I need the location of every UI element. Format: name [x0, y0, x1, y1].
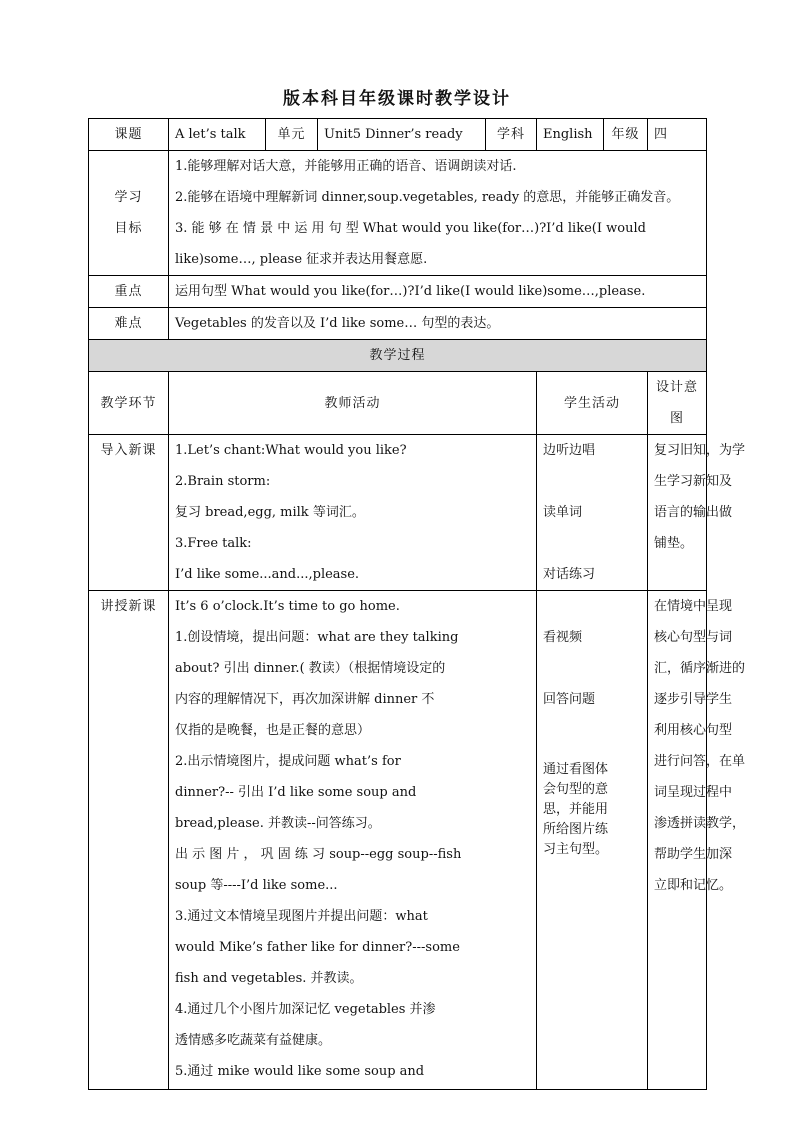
subject-label: 学科 — [486, 119, 537, 151]
objectives-label: 学习 目标 — [89, 151, 169, 276]
col-student-header: 学生活动 — [537, 372, 648, 435]
objectives-content — [169, 151, 707, 276]
teacher-activity-cell: It’s 6 o’clock.It’s time to go home. 1.创设情境，提出问题：what are they talking about? 引出 dinner.( 教读）（根据情境设定的 内容的理解情况下，再次加深讲解 dinner 不 仅指的是晚餐，也是正餐的意思） 2.出示情境图片，提成问题 what’s for dinner?-- 引出 I’d like some soup and bread,please. 并教读--问答练习。 出 示 图 片 ， 巩 固 练 习 soup--egg soup--fish soup 等----I’d like some... 3.通过文本情境呈现图片并提出问题：what would Mike’s father like for dinner?---some fish and vegetables. 并教读。 4.通过几个小图片加深记忆 vegetables 并渗 透情感多吃蔬菜有益健康。 5.通过 mike would like some soup and — [169, 591, 537, 1090]
teacher-activity-cell: 1.Let’s chant:What would you like? 2.Brain storm: 复习 bread,egg, milk 等词汇。 3.Free talk: I’d like some...and...,please. — [169, 435, 537, 591]
subject-value: English — [537, 119, 604, 151]
col-intent-header: 设计意图 — [648, 372, 707, 435]
header-row — [89, 119, 707, 151]
difficulty-label: 难点 — [89, 308, 169, 340]
objective-line: 2.能够在语境中理解新词 dinner,soup.vegetables, ready 的意思，并能够正确发音。 — [175, 190, 680, 205]
difficulty-value: Vegetables 的发音以及 I’d like some… 句型的表达。 — [169, 308, 707, 340]
design-intent-cell: 复习旧知，为学 生学习新知及 语言的输出做 铺垫。 — [648, 435, 707, 591]
student-activity-cell: 边听边唱 读单词 对话练习 — [537, 435, 648, 591]
key-point-row — [89, 276, 707, 308]
objectives-row — [89, 151, 707, 276]
topic-label: 课题 — [89, 119, 169, 151]
table-row — [89, 435, 707, 591]
objective-line: 3. 能 够 在 情 景 中 运 用 句 型 What would you like(for…)?I’d like(I would — [175, 221, 646, 236]
stage-cell: 导入新课 — [89, 435, 169, 591]
key-point-label: 重点 — [89, 276, 169, 308]
grade-label: 年级 — [604, 119, 648, 151]
unit-value: Unit5 Dinner’s ready — [318, 119, 486, 151]
page-title: 版本科目年级课时教学设计 — [283, 89, 511, 109]
objective-line: like)some…, please 征求并表达用餐意愿. — [175, 252, 428, 267]
column-header-row — [89, 372, 707, 435]
table-row — [89, 591, 707, 1090]
stage-cell: 讲授新课 — [89, 591, 169, 1090]
key-point-value: 运用句型 What would you like(for…)?I’d like(I would like)some…,please. — [169, 276, 707, 308]
grade-value: 四 — [648, 119, 707, 151]
process-header-row — [89, 340, 707, 372]
process-header: 教学过程 — [89, 340, 707, 372]
col-teacher-header: 教师活动 — [169, 372, 537, 435]
topic-value: A let’s talk — [169, 119, 266, 151]
design-intent-cell: 在情境中呈现 核心句型与词 汇，循序渐进的 逐步引导学生 利用核心句型 进行问答，在单 词呈现过程中 渗透拼读教学， 帮助学生加深 立即和记忆。 — [648, 591, 707, 1090]
objective-line: 1.能够理解对话大意，并能够用正确的语音、语调朗读对话. — [175, 159, 517, 174]
col-stage-header: 教学环节 — [89, 372, 169, 435]
difficulty-row — [89, 308, 707, 340]
lesson-plan-table — [88, 118, 746, 1090]
student-activity-cell: 看视频 回答问题 通过看图体 会句型的意 思，并能用 所给图片练 习主句型。 — [537, 591, 648, 1090]
unit-label: 单元 — [266, 119, 318, 151]
